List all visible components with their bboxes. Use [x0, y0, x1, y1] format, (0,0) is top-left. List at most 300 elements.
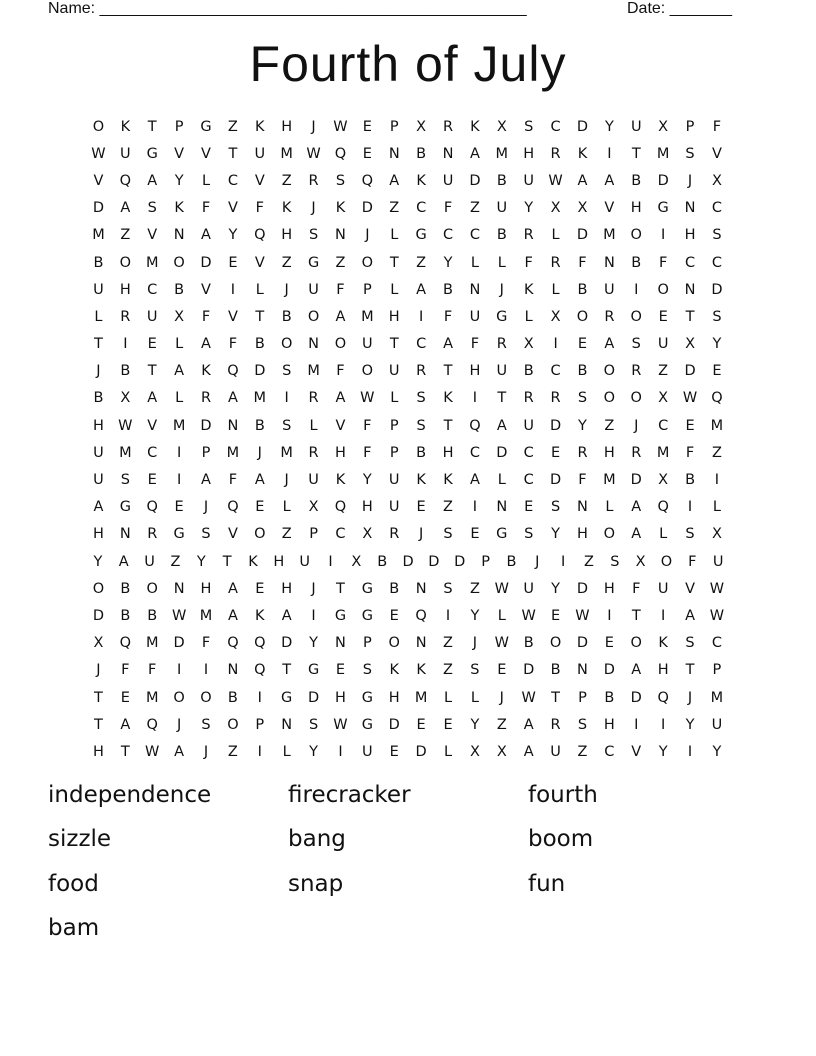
grid-letter: A [174, 743, 185, 760]
grid-letter: Z [281, 526, 292, 543]
grid-row [85, 738, 731, 765]
grid-letter: D [576, 635, 589, 652]
grid-letter: G [361, 716, 373, 733]
grid-letter: W [548, 172, 563, 189]
grid-letter: B [550, 662, 561, 679]
grid-letter: Z [227, 743, 238, 760]
grid-letter: B [506, 553, 517, 570]
grid-letter: Z [469, 580, 480, 597]
grid-row [85, 358, 731, 385]
grid-letter: J [176, 716, 182, 733]
grid-letter: W [306, 145, 321, 162]
grid-letter: K [416, 472, 426, 489]
grid-letter: Y [362, 472, 372, 489]
grid-letter: Q [254, 227, 266, 244]
grid-row [85, 521, 731, 548]
grid-letter: L [443, 743, 453, 760]
grid-letter: I [338, 743, 343, 760]
grid-letter: G [146, 145, 158, 162]
grid-row [85, 412, 731, 439]
grid-letter: L [443, 689, 453, 706]
grid-letter: K [174, 200, 184, 217]
grid-letter: F [688, 553, 697, 570]
grid-letter: A [201, 336, 211, 353]
grid-row [85, 439, 731, 466]
grid-letter: J [284, 281, 289, 298]
grid-letter: R [442, 118, 454, 135]
grid-letter: V [93, 172, 104, 189]
grid-letter: X [577, 200, 588, 217]
grid-letter: L [390, 227, 399, 244]
grid-letter: D [254, 363, 266, 380]
grid-letter: C [442, 227, 454, 244]
grid-letter: J [499, 689, 504, 706]
grid-letter: G [496, 308, 508, 325]
grid-letter: U [523, 417, 534, 434]
grid-letter: T [497, 390, 507, 407]
grid-letter: S [470, 662, 480, 679]
grid-letter: L [309, 417, 318, 434]
grid-letter: C [523, 444, 534, 461]
grid-letter: C [416, 336, 427, 353]
grid-letter: D [388, 716, 400, 733]
grid-letter: Y [196, 553, 206, 570]
grid-letter: A [416, 281, 427, 298]
grid-row [85, 303, 731, 330]
grid-letter: N [684, 200, 696, 217]
grid-letter: E [685, 417, 695, 434]
grid-letter: W [494, 580, 509, 597]
grid-letter: X [635, 553, 646, 570]
grid-letter: X [496, 743, 507, 760]
grid-letter: U [550, 743, 561, 760]
grid-letter: A [281, 607, 292, 624]
grid-letter: H [92, 417, 104, 434]
grid-letter: V [335, 417, 346, 434]
grid-letter: L [201, 172, 211, 189]
grid-letter: H [335, 444, 346, 461]
grid-letter: P [362, 635, 372, 652]
grid-letter: C [711, 254, 722, 271]
grid-letter: X [658, 472, 669, 489]
grid-letter: A [631, 662, 642, 679]
grid-letter: S [335, 172, 346, 189]
name-field-label: Name: ________________________________________________ [48, 0, 527, 17]
grid-letter: C [711, 200, 722, 217]
grid-letter: F [363, 417, 372, 434]
grid-letter: D [200, 254, 212, 271]
grid-letter: A [523, 743, 534, 760]
grid-letter: U [496, 363, 508, 380]
grid-letter: H [335, 689, 346, 706]
header-line [48, 0, 748, 20]
grid-letter: I [176, 444, 182, 461]
grid-letter: A [443, 336, 453, 353]
grid-letter: V [604, 200, 615, 217]
grid-letter: P [685, 118, 695, 135]
grid-letter: P [389, 118, 399, 135]
grid-letter: I [560, 553, 566, 570]
grid-letter: S [685, 635, 695, 652]
grid-letter: N [227, 417, 239, 434]
grid-letter: W [494, 635, 509, 652]
grid-letter: O [227, 716, 239, 733]
grid-letter: B [389, 580, 400, 597]
grid-letter: F [228, 472, 238, 489]
grid-letter: L [605, 499, 614, 516]
grid-letter: M [172, 417, 186, 434]
grid-letter: K [335, 472, 346, 489]
grid-letter: K [658, 635, 668, 652]
grid-letter: K [470, 118, 480, 135]
grid-letter: I [418, 308, 424, 325]
grid-letter: L [470, 689, 479, 706]
grid-letter: R [631, 363, 642, 380]
grid-letter: P [712, 662, 722, 679]
grid-letter: H [523, 145, 535, 162]
grid-letter: A [577, 172, 588, 189]
grid-letter: S [550, 499, 561, 516]
grid-letter: N [388, 145, 400, 162]
grid-letter: T [389, 336, 399, 353]
grid-letter: I [634, 281, 639, 298]
grid-letter: T [631, 607, 641, 624]
grid-letter: H [273, 553, 285, 570]
grid-letter: A [201, 472, 211, 489]
grid-letter: U [711, 716, 723, 733]
grid-letter: A [227, 607, 238, 624]
grid-letter: O [660, 553, 673, 570]
grid-letter: K [389, 662, 399, 679]
grid-letter: O [657, 281, 669, 298]
grid-letter: F [201, 308, 211, 325]
grid-letter: E [551, 444, 561, 461]
grid-letter: E [147, 336, 157, 353]
grid-letter: I [661, 607, 666, 624]
grid-letter: Z [583, 553, 594, 570]
grid-letter: Q [334, 145, 347, 162]
grid-letter: B [631, 254, 642, 271]
grid-letter: W [360, 390, 375, 407]
grid-letter: A [496, 417, 507, 434]
grid-letter: R [523, 227, 534, 244]
grid-letter: K [416, 172, 426, 189]
grid-letter: F [658, 254, 668, 271]
grid-letter: N [496, 499, 508, 516]
grid-letter: N [281, 716, 293, 733]
grid-letter: U [496, 200, 508, 217]
grid-letter: Q [119, 635, 132, 652]
grid-letter: J [203, 743, 209, 760]
grid-letter: D [603, 662, 615, 679]
grid-letter: V [227, 308, 238, 325]
grid-letter: Z [170, 553, 181, 570]
grid-letter: I [714, 472, 720, 489]
word-bank [48, 777, 768, 954]
grid-letter: Y [685, 716, 695, 733]
grid-letter: U [657, 336, 669, 353]
grid-letter: F [578, 254, 587, 271]
grid-letter: X [711, 526, 722, 543]
grid-letter: K [577, 145, 588, 162]
grid-letter: U [657, 580, 669, 597]
grid-letter: A [201, 227, 211, 244]
grid-letter: A [685, 607, 695, 624]
grid-letter: O [119, 254, 132, 271]
grid-letter: I [634, 716, 639, 733]
grid-letter: J [257, 444, 262, 461]
grid-letter: L [497, 607, 506, 624]
grid-letter: S [416, 417, 426, 434]
grid-row [85, 167, 731, 194]
grid-letter: R [308, 444, 319, 461]
grid-letter: O [388, 635, 400, 652]
grid-letter: S [524, 526, 534, 543]
grid-letter: W [333, 118, 348, 135]
grid-letter: O [361, 254, 374, 271]
grid-letter: F [201, 200, 211, 217]
grid-letter: I [607, 145, 612, 162]
grid-letter: F [443, 200, 453, 217]
grid-letter: J [284, 472, 289, 489]
grid-letter: Q [469, 417, 481, 434]
grid-letter: E [362, 118, 372, 135]
grid-letter: E [228, 254, 238, 271]
grid-letter: R [147, 526, 158, 543]
grid-letter: Q [146, 716, 158, 733]
grid-letter: Z [658, 363, 669, 380]
grid-letter: H [361, 499, 373, 516]
grid-letter: E [658, 308, 668, 325]
grid-letter: K [255, 607, 265, 624]
grid-letter: Q [254, 635, 266, 652]
grid-letter: E [335, 662, 346, 679]
grid-letter: T [282, 662, 292, 679]
grid-letter: T [147, 363, 157, 380]
word-bank-item: independence [48, 782, 212, 808]
grid-letter: F [712, 118, 722, 135]
grid-letter: L [551, 227, 560, 244]
grid-letter: N [335, 635, 346, 652]
grid-letter: N [469, 281, 481, 298]
grid-letter: D [630, 689, 642, 706]
grid-letter: S [201, 716, 211, 733]
grid-letter: N [173, 580, 185, 597]
grid-letter: R [308, 390, 319, 407]
grid-letter: B [120, 607, 131, 624]
grid-letter: O [92, 118, 105, 135]
grid-letter: L [282, 499, 291, 516]
grid-letter: B [496, 227, 507, 244]
grid-letter: D [711, 281, 723, 298]
grid-letter: D [402, 553, 414, 570]
grid-letter: C [550, 118, 561, 135]
grid-letter: M [414, 689, 428, 706]
grid-letter: N [577, 499, 588, 516]
grid-letter: L [497, 254, 506, 271]
grid-letter: J [418, 526, 424, 543]
word-bank-item: boom [528, 826, 594, 853]
grid-letter: R [416, 363, 427, 380]
word-bank-item: sizzle [48, 826, 112, 853]
grid-letter: S [685, 145, 695, 162]
grid-letter: S [147, 200, 157, 217]
grid-letter: Q [146, 499, 158, 516]
puzzle-title: Fourth of July [249, 36, 567, 92]
grid-letter: M [253, 390, 267, 407]
word-bank-item: bang [288, 826, 346, 853]
grid-letter: I [230, 281, 236, 298]
grid-letter: S [631, 336, 641, 353]
grid-letter: J [96, 363, 101, 380]
grid-letter: Y [524, 200, 534, 217]
grid-letter: S [282, 363, 292, 380]
grid-letter: I [284, 390, 289, 407]
grid-letter: R [631, 444, 642, 461]
grid-letter: R [308, 172, 319, 189]
grid-letter: O [630, 227, 642, 244]
grid-letter: W [709, 607, 725, 624]
grid-letter: G [415, 227, 427, 244]
grid-letter: T [443, 417, 453, 434]
grid-letter: G [496, 526, 508, 543]
grid-letter: P [481, 553, 490, 570]
grid-letter: T [443, 363, 453, 380]
grid-letter: O [334, 336, 347, 353]
grid-letter: J [96, 662, 101, 679]
grid-letter: N [442, 145, 454, 162]
grid-letter: T [389, 254, 399, 271]
grid-letter: V [254, 172, 265, 189]
grid-letter: E [577, 336, 588, 353]
grid-letter: Z [604, 417, 615, 434]
grid-letter: N [415, 580, 427, 597]
grid-letter: E [470, 526, 480, 543]
grid-letter: U [712, 553, 724, 570]
grid-letter: P [389, 444, 399, 461]
grid-letter: E [416, 499, 426, 516]
grid-letter: F [336, 281, 345, 298]
grid-letter: O [603, 363, 616, 380]
grid-letter: A [147, 172, 158, 189]
grid-letter: Y [712, 336, 722, 353]
grid-letter: V [227, 526, 238, 543]
grid-letter: S [443, 580, 453, 597]
grid-letter: M [145, 689, 159, 706]
grid-letter: Z [120, 227, 131, 244]
grid-letter: B [120, 363, 131, 380]
grid-letter: M [656, 145, 670, 162]
word-bank-item: firecracker [288, 782, 411, 808]
grid-letter: G [307, 254, 320, 271]
grid-letter: C [335, 526, 346, 543]
grid-letter: Y [470, 607, 480, 624]
grid-letter: M [603, 472, 616, 489]
grid-letter: O [200, 689, 212, 706]
grid-letter: V [711, 145, 722, 162]
grid-letter: N [227, 662, 239, 679]
grid-letter: M [145, 635, 159, 652]
grid-letter: R [577, 444, 588, 461]
grid-letter: O [630, 308, 642, 325]
grid-letter: C [469, 444, 480, 461]
grid-letter: M [710, 689, 724, 706]
grid-letter: J [687, 172, 693, 189]
grid-row [85, 331, 731, 358]
grid-letter: U [469, 308, 481, 325]
grid-letter: B [685, 472, 696, 489]
grid-letter: M [280, 145, 293, 162]
grid-letter: T [336, 580, 345, 597]
grid-letter: H [388, 308, 400, 325]
letter-grid [85, 113, 731, 766]
grid-letter: E [389, 743, 399, 760]
grid-letter: U [120, 145, 131, 162]
grid-letter: O [92, 580, 105, 597]
grid-row [85, 602, 731, 629]
grid-letter: J [499, 281, 504, 298]
grid-letter: B [147, 607, 158, 624]
grid-letter: Z [416, 254, 427, 271]
grid-letter: S [362, 662, 372, 679]
grid-letter: F [578, 472, 587, 489]
grid-letter: Z [227, 118, 238, 135]
grid-letter: A [174, 363, 185, 380]
grid-letter: U [93, 281, 104, 298]
grid-letter: B [523, 635, 534, 652]
grid-letter: J [311, 200, 316, 217]
grid-letter: Q [657, 499, 669, 516]
grid-letter: U [144, 553, 155, 570]
grid-letter: R [200, 390, 212, 407]
grid-letter: I [687, 743, 693, 760]
grid-letter: E [174, 499, 184, 516]
grid-letter: A [469, 145, 480, 162]
grid-letter: R [604, 308, 615, 325]
grid-letter: A [335, 308, 346, 325]
grid-letter: Q [657, 689, 669, 706]
grid-letter: U [308, 281, 319, 298]
grid-letter: K [443, 472, 453, 489]
grid-letter: E [147, 472, 157, 489]
grid-letter: U [362, 743, 373, 760]
grid-letter: D [415, 743, 427, 760]
grid-letter: V [201, 281, 211, 298]
grid-letter: M [226, 444, 240, 461]
grid-letter: D [454, 553, 466, 570]
grid-letter: S [282, 417, 292, 434]
grid-letter: U [93, 444, 104, 461]
grid-letter: S [577, 390, 588, 407]
grid-letter: F [121, 662, 130, 679]
grid-row [85, 575, 731, 602]
grid-letter: B [254, 417, 265, 434]
grid-row [85, 249, 731, 276]
grid-letter: A [631, 499, 642, 516]
grid-letter: C [147, 444, 158, 461]
grid-letter: A [389, 172, 400, 189]
grid-letter: U [146, 308, 158, 325]
grid-letter: K [335, 200, 346, 217]
grid-letter: J [365, 227, 370, 244]
grid-letter: W [91, 145, 106, 162]
grid-letter: Q [227, 363, 239, 380]
grid-letter: X [685, 336, 695, 353]
grid-letter: X [120, 390, 131, 407]
grid-letter: F [524, 254, 533, 271]
grid-letter: Q [119, 172, 132, 189]
grid-letter: I [257, 689, 262, 706]
